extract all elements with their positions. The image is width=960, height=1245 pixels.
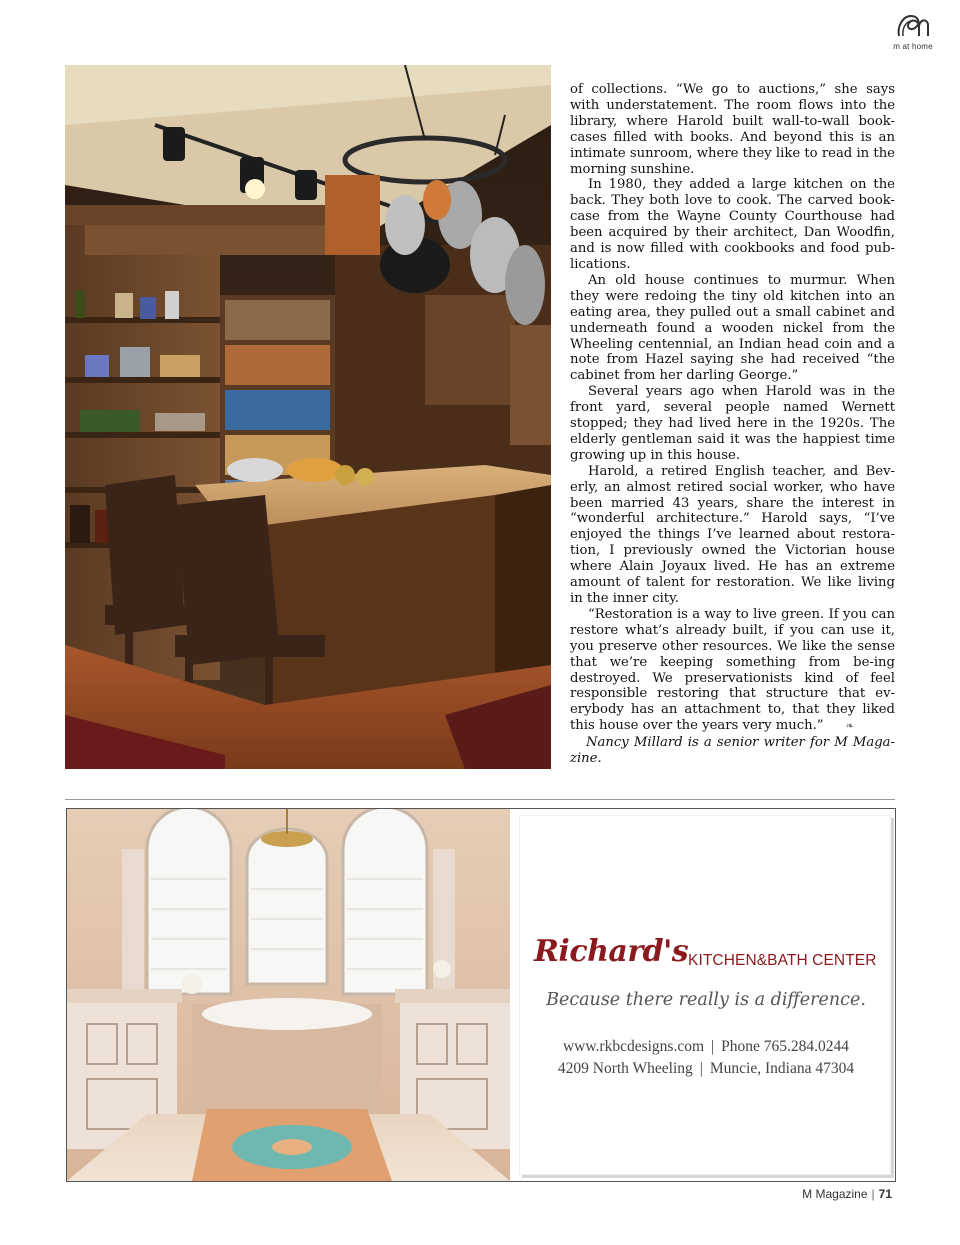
magazine-logo: [888, 10, 938, 54]
footer-separator: |: [871, 1187, 875, 1201]
m-swirl-icon: [893, 10, 933, 42]
author-byline: Nancy Millard is a senior writer for M Maga-zine.: [570, 735, 895, 767]
kitchen-photo: [65, 65, 551, 769]
separator: |: [699, 1060, 703, 1077]
page-footer: [802, 1187, 892, 1201]
end-mark-icon: ❧: [845, 721, 855, 733]
article-paragraph: Harold, a retired English teacher, and Bev-erly, an almost retired social worker, who have been married 43 years, share the interest in “wonderful architecture.” Harold says, “I’ve enjoyed the things I’ve learned about restora-tion, I previously owned the Victorian house where Alain Joyaux lived. He has an extreme amount of talent for restoration. We like living in the inner city.: [570, 463, 895, 606]
contact-line-2: [520, 1060, 892, 1078]
ad-website[interactable]: www.rkbcdesigns.com: [562, 1038, 705, 1055]
contact-line-1: [520, 1038, 892, 1056]
article-paragraph: An old house continues to murmur. When they were redoing the tiny old kitchen into an eating area, they pulled out a small cabinet and underneath found a wooden nickel from the Wheeling centennial, an Indian head coin and a note from Hazel saying she had received “the cabinet from her darling George.”: [570, 272, 895, 384]
ad-address: 4209 North Wheeling: [557, 1060, 693, 1077]
brand-script: Richard's: [534, 934, 689, 969]
article-paragraph: of collections. “We go to auctions,” she says with understatement. The room flows into the library, where Harold built wall-to-wall book-cases filled with books. And beyond this is an intimate sunroom, where they like to read in the morning sunshine.: [570, 82, 895, 177]
article-paragraph: Several years ago when Harold was in the front yard, several people named Wernett stopped; they had lived here in the 1920s. The elderly gentleman said it was the happiest time growing up in this house.: [570, 384, 895, 463]
article-paragraph: [570, 607, 895, 735]
ad-phone: Phone 765.284.0244: [721, 1038, 850, 1055]
ad-tagline: Because there really is a difference.: [546, 990, 866, 1010]
separator: |: [711, 1038, 715, 1055]
bathroom-photo: [67, 809, 510, 1181]
ad-city: Muncie, Indiana 47304: [709, 1060, 855, 1077]
brand-logo: [534, 934, 884, 984]
page-number: 71: [878, 1187, 892, 1201]
logo-text: m at home: [893, 42, 933, 51]
article-paragraph: In 1980, they added a large kitchen on the back. They both love to cook. The carved book-case from the Wayne County Courthouse had been acquired by their architect, Dan Woodfin, and is now filled with cookbooks and food pub-lications.: [570, 177, 895, 272]
advertisement: [66, 808, 896, 1182]
quote-text: “Restoration is a way to live green. If you can restore what’s already built, if you can use it, you preserve other resources. We like the sense that we’re keeping something from be-ing destroyed. We preservationists kind of feel responsible restoring that structure that ev-erybody has an attachment to, that they liked this house over the years very much.”: [570, 606, 895, 734]
ad-panel: [519, 815, 891, 1175]
article-body: [570, 82, 895, 767]
footer-magazine: M Magazine: [802, 1187, 868, 1201]
section-divider: [65, 799, 895, 800]
brand-kitchen-bath: KITCHEN&BATH CENTER: [688, 952, 877, 969]
